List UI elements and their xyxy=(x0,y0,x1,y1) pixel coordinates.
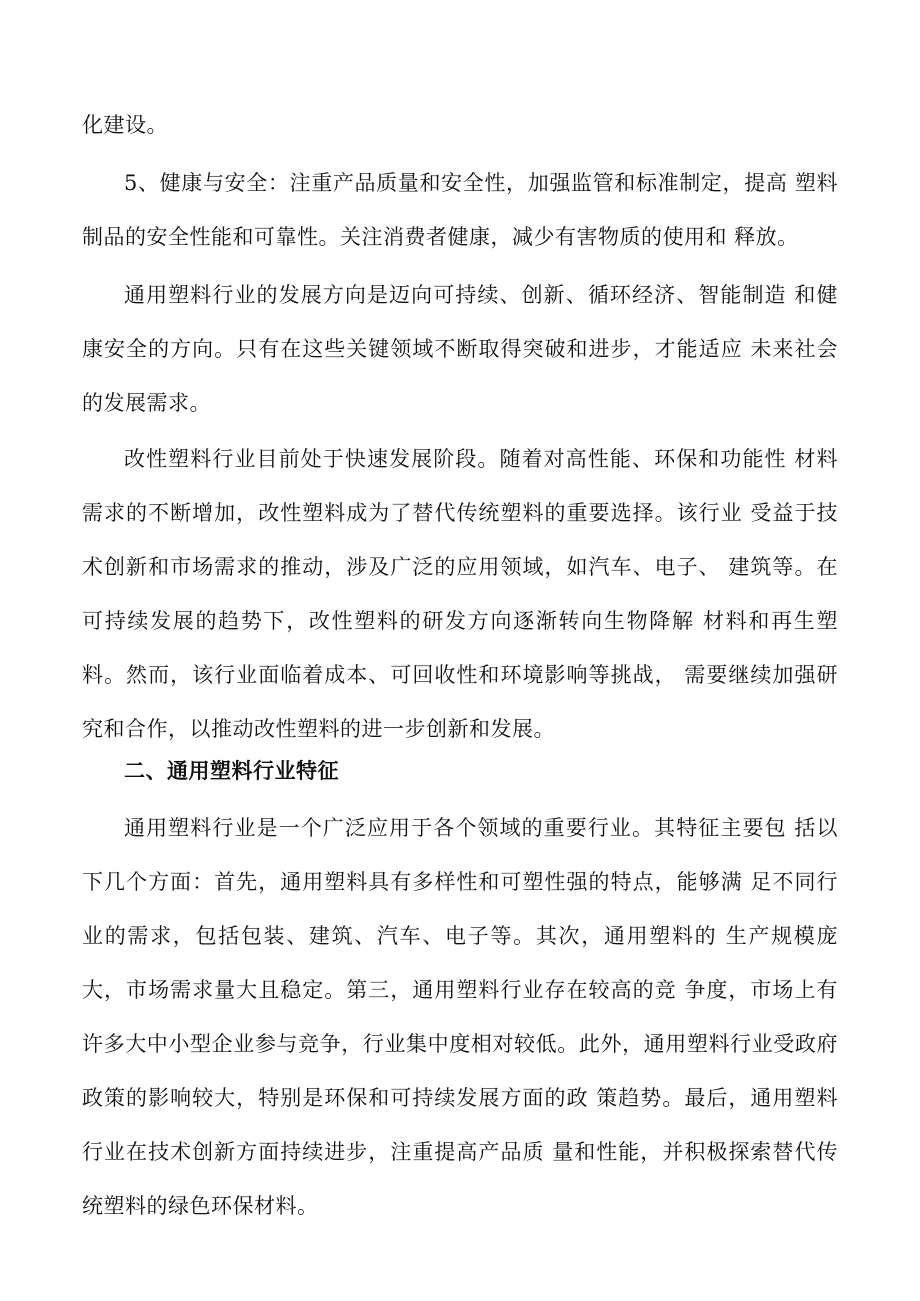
paragraph-general-plastics-features: 通用塑料行业是一个广泛应用于各个领域的重要行业。其特征主要包 括以下几个方面：首先，通用塑料具有多样性和可塑性强的特点，能够满 足不同行业的需求，包括包装、建筑、汽车、电子等。其次，通用塑料的 生产规模庞大，市场需求量大且稳定。第三，通用塑料行业存在较高的竞 争度，市场上有许多大中小型企业参与竞争，行业集中度相对较低。此外，通用塑料行业受政府政策的影响较大，特别是环保和可持续发展方面的政 策趋势。最后，通用塑料行业在技术创新方面持续进步，注重提高产品质 量和性能，并积极探索替代传统塑料的绿色环保材料。 xyxy=(82,816,838,1218)
paragraph-continuation: 化建设。 xyxy=(82,113,168,137)
paragraph-modified-plastics: 改性塑料行业目前处于快速发展阶段。随着对高性能、环保和功能性 材料需求的不断增加，改性塑料成为了替代传统塑料的重要选择。该行业 受益于技术创新和市场需求的推动，涉及广泛的应用领域，如汽车、电子、 建筑等。在可持续发展的趋势下，改性塑料的研发方向逐渐转向生物降解 材料和再生塑料。然而，该行业面临着成本、可回收性和环境影响等挑战， 需要继续加强研究和合作，以推动改性塑料的进一步创新和发展。 xyxy=(82,447,838,741)
section-heading: 二、通用塑料行业特征 xyxy=(124,759,339,783)
paragraph-development-direction: 通用塑料行业的发展方向是迈向可持续、创新、循环经济、智能制造 和健康安全的方向。只有在这些关键领域不断取得突破和进步，才能适应 未来社会的发展需求。 xyxy=(82,283,838,415)
paragraph-health-safety: 5、健康与安全：注重产品质量和安全性，加强监管和标准制定，提高 塑料制品的安全性能和可靠性。关注消费者健康，减少有害物质的使用和 释放。 xyxy=(82,171,838,249)
